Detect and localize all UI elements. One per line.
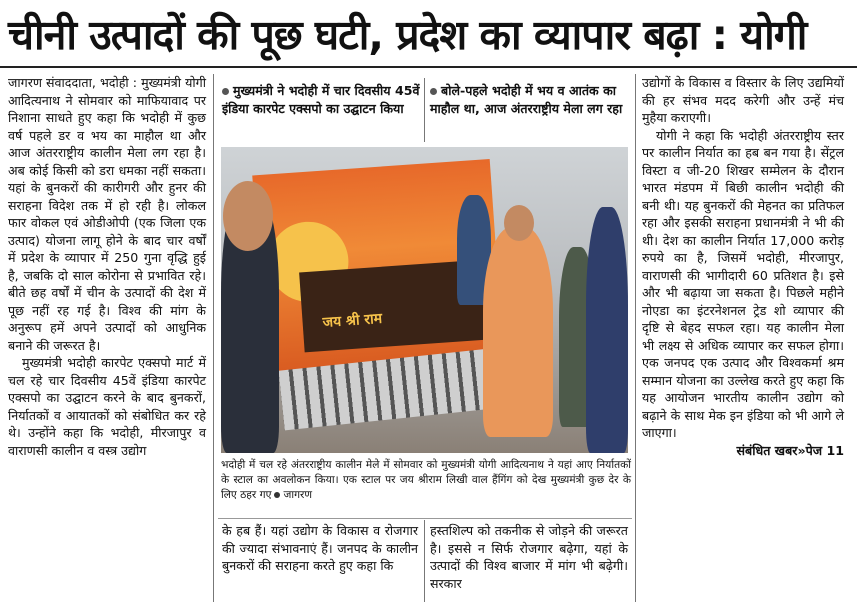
column-divider — [635, 74, 636, 602]
wall-hanging-text: जय श्री राम — [322, 310, 383, 331]
related-news-ref: संबंधित खबर»पेज 11 — [736, 442, 844, 458]
bullet-dot-icon — [430, 88, 437, 95]
bullet-dot-icon — [274, 492, 280, 498]
column-1 — [8, 74, 206, 459]
column-4 — [642, 74, 844, 459]
column-2-para: के हब हैं। यहां उद्योग के विकास व रोजगार की ज्यादा संभावनाएं हैं। जनपद के कालीन बुनकरों की सराहना करते हुए कहा कि — [222, 523, 418, 573]
photo-credit: जागरण — [283, 489, 313, 501]
highlight-bullet — [430, 82, 630, 117]
col4-para-1: उद्योगों के विकास व विस्तार के लिए उद्यमियों की हर संभव मदद करेगी और उन्हें मंच मुहैया कराएगी। — [642, 75, 844, 125]
column-3-para: हस्तशिल्प को तकनीक से जोड़ने की जरूरत है। इससे न सिर्फ रोजगार बढ़ेगा, यहां के उत्पादों की विश्व बाजार में मांग भी बढ़ेगी। सरकार — [430, 523, 628, 591]
person-figure — [586, 207, 628, 453]
bullet-text: मुख्यमंत्री ने भदोही में चार दिवसीय 45वें इंडिया कारपेट एक्सपो का उद्घाटन किया — [222, 83, 420, 116]
caption-rule — [218, 518, 632, 519]
person-head — [504, 205, 534, 241]
headline: चीनी उत्पादों की पूछ घटी, प्रदेश का व्यापार बढ़ा : योगी — [8, 11, 807, 59]
highlight-bullet — [222, 82, 422, 117]
col1-para-1: जागरण संवाददाता, भदोही : मुख्यमंत्री योगी आदित्यनाथ ने सोमवार को माफियावाद पर निशाना साधते हुए कहा कि भदोही में कुछ वर्ष पहले डर व भय का माहौल था और आज अंतरराष्ट्रीय कालीन मेला लग रहा है। अब कोई किसी को डरा धमका नहीं सकता। यहां के बुनकरों की कारीगरी और हुनर की सराहना विदेश तक में हो रही है। लोकल फार वोकल एवं ओडीओपी (एक जिला एक उत्पाद) योजना लागू होने के बाद चार वर्षों में प्रदेश के व्यापार में 250 गुना वृद्धि हुई है, जबकि दो साल कोरोना से प्रभावित रहे। बीते छह वर्षों में चीन के उत्पादों की देश में पूछ नहीं रह गई है। विश्व की मांग के अनुरूप हमें अपने उत्पादों को आधुनिक बनाने की जरूरत है। — [8, 75, 206, 353]
column-divider — [424, 520, 425, 602]
col1-para-2: मुख्यमंत्री भदोही कारपेट एक्सपो मार्ट में चल रहे चार दिवसीय 45वें इंडिया कारपेट एक्सपो का उद्घाटन करने के बाद बुनकरों, निर्यातकों व आयातकों को संबोधित कर रहे थे। उन्होंने कहा कि भदोही, मीरजापुर व वाराणसी कालीन व वस्त्र उद्योग — [8, 355, 206, 458]
bullet-divider — [424, 78, 425, 142]
news-photo — [221, 147, 628, 453]
person-figure — [483, 227, 553, 437]
col4-para-2: योगी ने कहा कि भदोही अंतरराष्ट्रीय स्तर पर कालीन निर्यात का हब बन गया है। सेंट्रल विस्टा व जी-20 शिखर सम्मेलन के दौरान भारत मंडपम में बिछी कालीन भदोही की बनी थी। यह बुनकरों की मेहनत का प्रतिफल रहा और इसकी सराहना प्रधानमंत्री ने भी की थी। देश का कालीन निर्यात 17,000 करोड़ रुपये का है, जिसमें भदोही, मीरजापुर, वाराणसी की भागीदारी 60 प्रतिशत है। इसे और भी बढ़ाया जा सकता है। पिछले महीने नोएडा का इंटरनेशनल ट्रेड शो व्यापार की दृष्टि से बेहद सफल रहा। यह कालीन मेला भी लक्ष्य से अधिक व्यापार कर सफल होगा। एक जनपद एक उत्पाद और विश्वकर्मा श्रम सम्मान योजना का उल्लेख करते हुए कहा कि यह आयोजन भारतीय कालीन उद्योग को बढ़ाने के साथ मेक इन इंडिया को भी आगे ले जाएगा। — [642, 127, 844, 440]
bullet-text: बोले-पहले भदोही में भय व आतंक का माहौल था, आज अंतरराष्ट्रीय मेला लग रहा — [430, 83, 623, 116]
column-divider — [213, 74, 214, 602]
photo-caption — [221, 458, 631, 503]
column-3-text — [430, 522, 628, 592]
caption-text: भदोही में चल रहे अंतरराष्ट्रीय कालीन मेले में सोमवार को मुख्यमंत्री योगी आदित्यनाथ ने यहां आए निर्यातकों के स्टाल का अवलोकन किया। एक स्टाल पर जय श्रीराम लिखी वाल हैंगिंग को देख मुख्यमंत्री कुछ देर के लिए ठहर गए — [221, 459, 631, 501]
bullet-dot-icon — [222, 88, 229, 95]
person-head — [223, 181, 273, 251]
headline-rule — [0, 66, 857, 68]
column-2-text — [222, 522, 418, 575]
